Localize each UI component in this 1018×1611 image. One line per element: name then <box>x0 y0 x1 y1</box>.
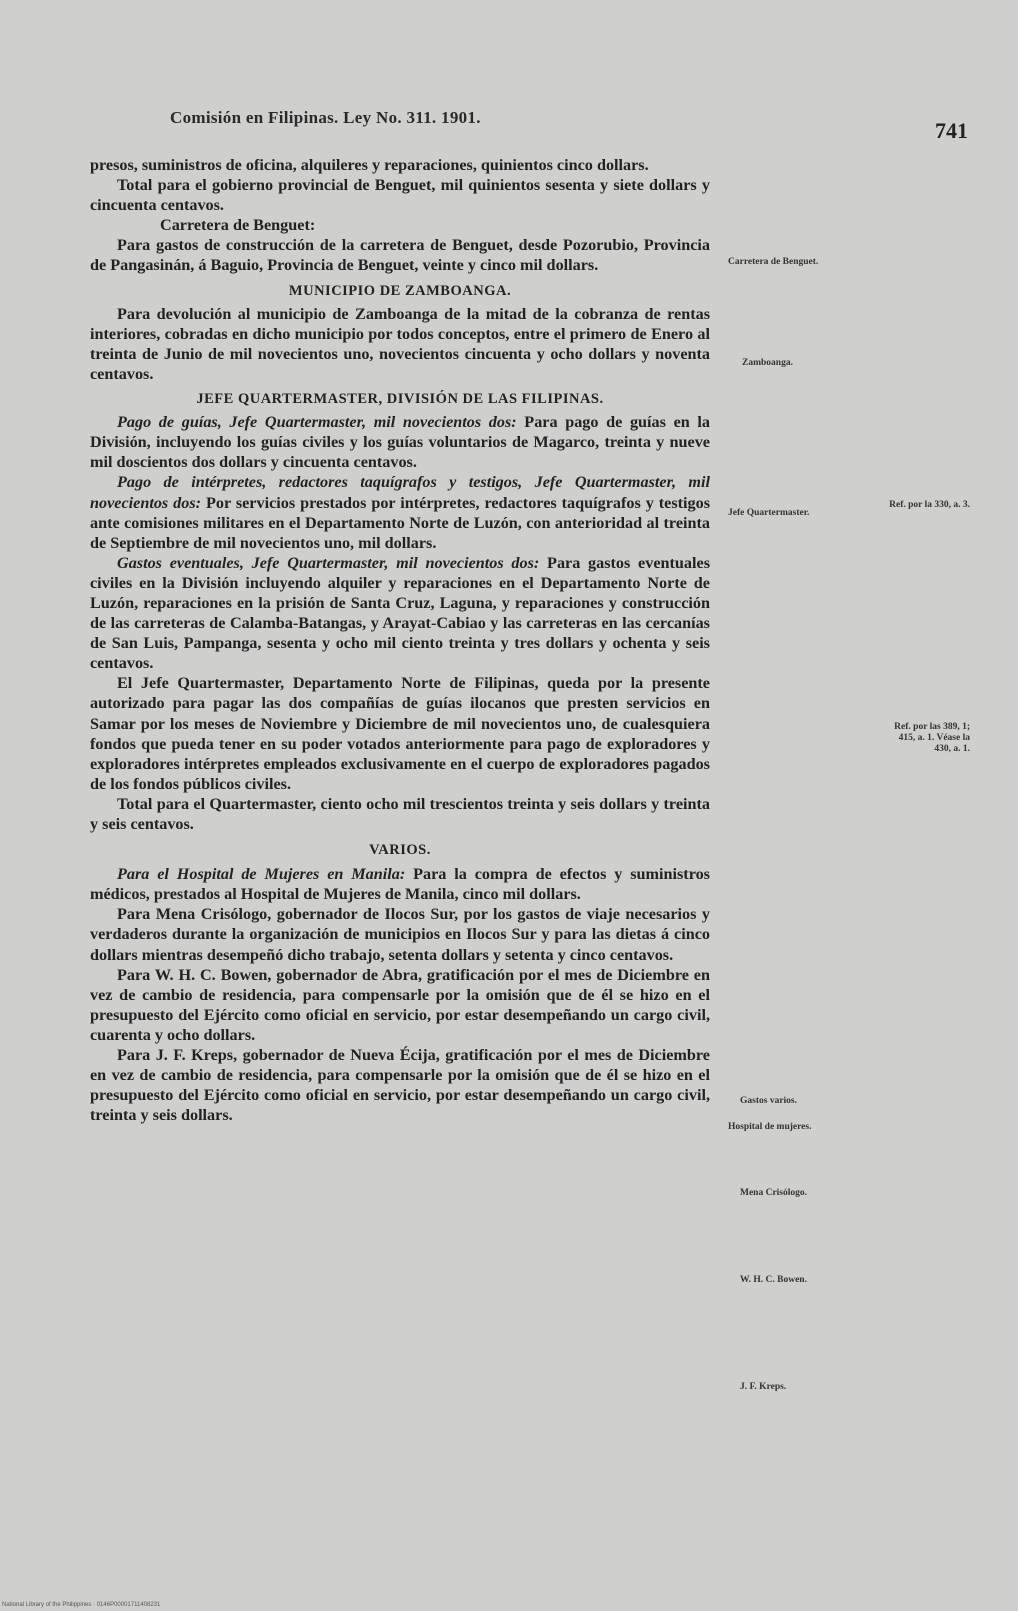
paragraph: El Jefe Quartermaster, Departamento Norte de Filipinas, queda por la presente autorizado para pagar las dos compañías de guías ilocanos que presten servicios en Samar por los meses de Noviembre y Diciembre de mil novecientos uno, de cualesquiera fondos que pueda tener en su poder votados anteriormente para pago de exploradores y exploradores intérpretes empleados exclusivamente en el cuerpo de exploradores pagados de los fondos públicos civiles. <box>90 674 710 793</box>
paragraph: presos, suministros de oficina, alquileres y reparaciones, quinientos cinco dollars. <box>90 156 649 174</box>
margin-note: W. H. C. Bowen. <box>740 1275 807 1285</box>
paragraph-body: Para la compra de efectos y suministros médicos, prestados al Hospital de Mujeres de Manila, cinco mil dollars. <box>90 865 710 904</box>
margin-reference: Ref. por la 330, a. 3. <box>889 500 970 510</box>
margin-note: Jefe Quartermaster. <box>728 508 810 518</box>
paragraph <box>90 553 710 674</box>
paragraph-body: Por servicios prestados por intérpretes, redactores taquígrafos y testigos ante comisiones militares en el Departamento Norte de Luzón, con anterioridad al treinta de Septiembre de mil novecientos uno, mil dollars. <box>90 493 710 552</box>
paragraph: Para gastos de construcción de la carretera de Benguet, desde Pozorubio, Provincia de Pangasinán, á Baguio, Provincia de Benguet, veinte y cinco mil dollars. <box>90 236 710 275</box>
paragraph <box>90 412 710 472</box>
section-heading: MUNICIPIO DE ZAMBOANGA. <box>288 282 512 299</box>
paragraph-lead: Gastos eventuales, Jefe Quartermaster, mil novecientos dos: <box>117 553 540 572</box>
footer-credit: National Library of the Philippines · 0146P00001711408231 <box>2 1602 161 1608</box>
margin-note: Mena Crisólogo. <box>740 1188 808 1198</box>
section-heading: JEFE QUARTERMASTER, DIVISIÓN DE LAS FILIPINAS. <box>196 391 604 408</box>
margin-note: Carretera de Benguet. <box>728 257 819 267</box>
subheading: Carretera de Benguet: <box>160 216 316 235</box>
paragraph-lead: Pago de intérpretes, redactores taquígrafos y testigos, Jefe Quartermaster, mil novecientos dos: <box>90 473 710 512</box>
paragraph: Para W. H. C. Bowen, gobernador de Abra, gratificación por el mes de Diciembre en vez de cambio de residencia, para compensarle por la omisión que de él se hizo en el presupuesto del Ejército como oficial en servicio, por estar desempeñando un cargo civil, cuarenta y ocho dollars. <box>90 965 710 1044</box>
paragraph-body: Para gastos eventuales civiles en la División incluyendo alquiler y reparaciones en el Departamento Norte de Luzón, reparaciones en la prisión de Santa Cruz, Laguna, y reparaciones y construcción de las carreteras de Calamba-Batangas, y Arayat-Cabiao y las carreteras en las cercanías de San Luis, Pampanga, sesenta y ocho mil ciento treinta y tres dollars y ochenta y seis centavos. <box>90 553 710 673</box>
margin-reference: Ref. por las 389, 1; 415, a. 1. Véase la 430, a. 1. <box>894 722 970 754</box>
running-header: Comisión en Filipinas. Ley No. 311. 1901. <box>170 108 481 127</box>
margin-note: Hospital de mujeres. <box>728 1122 812 1132</box>
paragraph-lead: Para el Hospital de Mujeres en Manila: <box>117 865 406 884</box>
paragraph: Para J. F. Kreps, gobernador de Nueva Écija, gratificación por el mes de Diciembre en vez de cambio de residencia, para compensarle por la omisión que de él se hizo en el presupuesto del Ejército como oficial en servicio, por estar desempeñando un cargo civil, treinta y seis dollars. <box>90 1046 710 1125</box>
margin-note: J. F. Kreps. <box>740 1382 787 1392</box>
section-heading: VARIOS. <box>369 842 431 859</box>
paragraph-lead: Pago de guías, Jefe Quartermaster, mil novecientos dos: <box>117 413 517 432</box>
main-text <box>90 155 710 1125</box>
paragraph: Para devolución al municipio de Zamboanga de la mitad de la cobranza de rentas interiores, cobradas en dicho municipio por todos conceptos, entre el primero de Enero al treinta de Junio de mil novecientos uno, novecientos cincuenta y ocho dollars y noventa centavos. <box>90 304 710 383</box>
paragraph: Total para el Quartermaster, ciento ocho mil trescientos treinta y seis dollars y treinta y seis centavos. <box>90 794 710 833</box>
margin-note: Zamboanga. <box>742 358 793 368</box>
paragraph-body: Para pago de guías en la División, incluyendo los guías civiles y los guías voluntarios de Magarco, treinta y nueve mil doscientos dos dollars y cincuenta centavos. <box>90 413 710 472</box>
margin-note: Gastos varios. <box>740 1096 797 1106</box>
paragraph: Total para el gobierno provincial de Benguet, mil quinientos sesenta y siete dollars y cincuenta centavos. <box>90 176 710 215</box>
paragraph <box>90 864 710 904</box>
page-number: 741 <box>935 118 968 143</box>
paragraph: Para Mena Crisólogo, gobernador de Ilocos Sur, por los gastos de viaje necesarios y verdaderos durante la organización de municipios en Ilocos Sur y para las dietas á cinco dollars mientras desempeñó dicho trabajo, setenta dollars y setenta y cinco centavos. <box>90 905 710 964</box>
paragraph <box>90 472 710 552</box>
